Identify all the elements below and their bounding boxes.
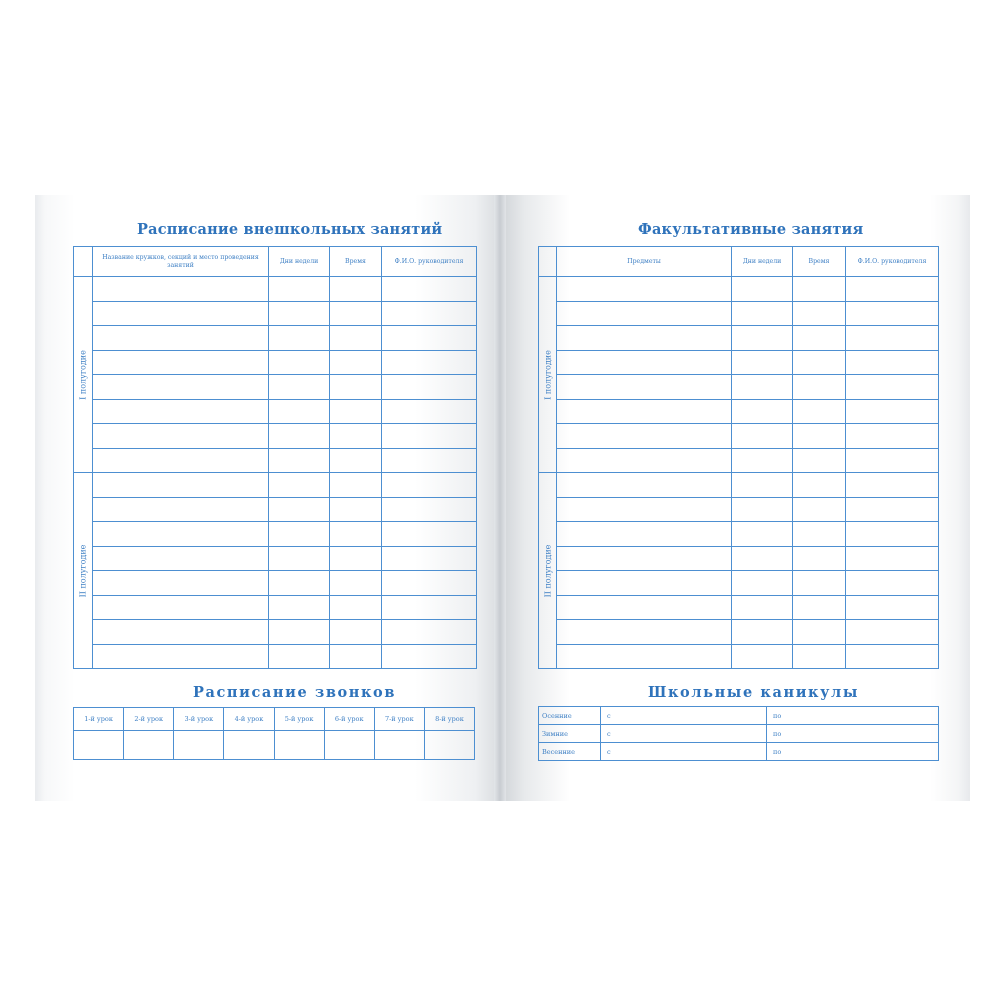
- first-half-label: I полугодие: [78, 349, 88, 400]
- table-cell[interactable]: [557, 595, 732, 620]
- table-row: [74, 620, 477, 645]
- table-cell[interactable]: [330, 644, 382, 669]
- table-cell[interactable]: [557, 326, 732, 351]
- table-cell[interactable]: [732, 424, 793, 449]
- table-row: [539, 326, 939, 351]
- table-cell[interactable]: [382, 522, 477, 547]
- table-cell[interactable]: [93, 571, 269, 596]
- table-cell[interactable]: [846, 375, 939, 400]
- table-cell[interactable]: [732, 571, 793, 596]
- bell-3: 3-й урок: [174, 708, 224, 731]
- extracurricular-title: Расписание внешкольных занятий: [137, 221, 443, 238]
- table-row: [539, 448, 939, 473]
- table-row: [74, 375, 477, 400]
- table-cell[interactable]: [382, 620, 477, 645]
- table-cell[interactable]: [382, 473, 477, 498]
- second-half-label-cell: [74, 473, 93, 669]
- table-row: [539, 595, 939, 620]
- table-cell[interactable]: [793, 424, 846, 449]
- table-cell[interactable]: [330, 424, 382, 449]
- bells-title: Расписание звонков: [193, 684, 396, 701]
- table-row: [74, 350, 477, 375]
- table-cell[interactable]: [557, 473, 732, 498]
- holiday-row: [539, 743, 939, 761]
- table-cell[interactable]: [793, 350, 846, 375]
- bell-time-cell[interactable]: [224, 731, 274, 760]
- table-cell[interactable]: [382, 277, 477, 302]
- table-cell[interactable]: [269, 399, 330, 424]
- table-row: [539, 473, 939, 498]
- table-cell[interactable]: [330, 522, 382, 547]
- table-cell[interactable]: [93, 375, 269, 400]
- table-cell[interactable]: [846, 571, 939, 596]
- table-cell[interactable]: [330, 375, 382, 400]
- table-header: [539, 247, 939, 277]
- column-header-subjects: Предметы: [557, 247, 732, 277]
- table-cell[interactable]: [846, 497, 939, 522]
- table-cell[interactable]: [732, 350, 793, 375]
- electives-title: Факультативные занятия: [638, 221, 864, 238]
- table-cell[interactable]: [269, 620, 330, 645]
- table-cell[interactable]: [382, 375, 477, 400]
- table-cell[interactable]: [382, 399, 477, 424]
- table-cell[interactable]: [93, 644, 269, 669]
- bell-8: 8-й урок: [424, 708, 474, 731]
- bell-5: 5-й урок: [274, 708, 324, 731]
- table-cell[interactable]: [732, 326, 793, 351]
- first-half-label-cell: [539, 277, 557, 473]
- table-row: [74, 277, 477, 302]
- table-cell[interactable]: [557, 350, 732, 375]
- first-half-label: I полугодие: [543, 349, 552, 400]
- table-cell[interactable]: [93, 399, 269, 424]
- table-row: [74, 301, 477, 326]
- table-cell[interactable]: [93, 522, 269, 547]
- holiday-season: Осенние: [539, 707, 601, 725]
- column-header-leader: Ф.И.О. руководителя: [382, 247, 477, 277]
- half-column-header: [74, 247, 93, 277]
- table-cell[interactable]: [382, 301, 477, 326]
- table-row: [74, 522, 477, 547]
- table-cell[interactable]: [93, 546, 269, 571]
- holiday-to[interactable]: по: [767, 725, 939, 743]
- table-row: [539, 399, 939, 424]
- table-cell[interactable]: [793, 644, 846, 669]
- table-cell[interactable]: [269, 301, 330, 326]
- table-cell[interactable]: [846, 301, 939, 326]
- table-cell[interactable]: [93, 497, 269, 522]
- table-row: [539, 546, 939, 571]
- table-cell[interactable]: [93, 326, 269, 351]
- table-cell[interactable]: [846, 350, 939, 375]
- table-cell[interactable]: [382, 644, 477, 669]
- table-cell[interactable]: [269, 497, 330, 522]
- table-row: [539, 301, 939, 326]
- table-cell[interactable]: [382, 350, 477, 375]
- table-cell[interactable]: [557, 424, 732, 449]
- table-cell[interactable]: [330, 277, 382, 302]
- table-row: [539, 497, 939, 522]
- table-cell[interactable]: [793, 277, 846, 302]
- bell-1: 1-й урок: [74, 708, 124, 731]
- table-cell[interactable]: [269, 522, 330, 547]
- table-cell[interactable]: [330, 326, 382, 351]
- table-row: [74, 497, 477, 522]
- table-cell[interactable]: [732, 595, 793, 620]
- table-cell[interactable]: [557, 571, 732, 596]
- table-cell[interactable]: [330, 497, 382, 522]
- bell-time-cell[interactable]: [324, 731, 374, 760]
- table-cell[interactable]: [557, 644, 732, 669]
- table-cell[interactable]: [330, 350, 382, 375]
- table-cell[interactable]: [330, 571, 382, 596]
- column-header-leader: Ф.И.О. руководителя: [846, 247, 939, 277]
- table-row: [539, 571, 939, 596]
- table-cell[interactable]: [330, 448, 382, 473]
- table-cell[interactable]: [846, 277, 939, 302]
- table-cell[interactable]: [269, 424, 330, 449]
- table-cell[interactable]: [330, 546, 382, 571]
- electives-table: [538, 246, 939, 669]
- holidays-table: [538, 706, 939, 761]
- table-cell[interactable]: [732, 522, 793, 547]
- table-cell[interactable]: [846, 424, 939, 449]
- table-cell[interactable]: [732, 473, 793, 498]
- table-cell[interactable]: [269, 350, 330, 375]
- table-cell[interactable]: [846, 595, 939, 620]
- table-cell[interactable]: [269, 571, 330, 596]
- table-row: [74, 546, 477, 571]
- table-cell[interactable]: [382, 595, 477, 620]
- table-row: [539, 522, 939, 547]
- bells-table: [73, 707, 475, 760]
- table-cell[interactable]: [557, 522, 732, 547]
- table-cell[interactable]: [269, 375, 330, 400]
- holiday-from[interactable]: с: [601, 707, 767, 725]
- column-header-days: Дни недели: [269, 247, 330, 277]
- half-column-header: [539, 247, 557, 277]
- second-half-label-cell: [539, 473, 557, 669]
- table-cell[interactable]: [793, 448, 846, 473]
- table-row: [539, 620, 939, 645]
- table-cell[interactable]: [330, 301, 382, 326]
- table-row: [74, 473, 477, 498]
- bell-time-cell[interactable]: [274, 731, 324, 760]
- table-cell[interactable]: [557, 620, 732, 645]
- table-cell[interactable]: [846, 326, 939, 351]
- holiday-from[interactable]: с: [601, 743, 767, 761]
- table-cell[interactable]: [269, 448, 330, 473]
- bell-2: 2-й урок: [124, 708, 174, 731]
- table-cell[interactable]: [793, 522, 846, 547]
- table-cell[interactable]: [732, 546, 793, 571]
- holiday-to[interactable]: по: [767, 707, 939, 725]
- table-cell[interactable]: [382, 424, 477, 449]
- table-cell[interactable]: [93, 277, 269, 302]
- table-cell[interactable]: [269, 473, 330, 498]
- table-cell[interactable]: [269, 644, 330, 669]
- holiday-to[interactable]: по: [767, 743, 939, 761]
- table-cell[interactable]: [793, 399, 846, 424]
- table-header: [74, 247, 477, 277]
- table-cell[interactable]: [557, 399, 732, 424]
- table-cell[interactable]: [793, 546, 846, 571]
- table-cell[interactable]: [382, 497, 477, 522]
- table-row: [74, 399, 477, 424]
- table-cell[interactable]: [557, 301, 732, 326]
- table-cell[interactable]: [330, 595, 382, 620]
- table-cell[interactable]: [93, 620, 269, 645]
- bell-time-cell[interactable]: [74, 731, 124, 760]
- column-header-days: Дни недели: [732, 247, 793, 277]
- table-cell[interactable]: [732, 620, 793, 645]
- table-cell[interactable]: [846, 448, 939, 473]
- table-cell[interactable]: [793, 571, 846, 596]
- table-row: [74, 326, 477, 351]
- table-row: [74, 424, 477, 449]
- table-cell[interactable]: [732, 375, 793, 400]
- table-cell[interactable]: [793, 301, 846, 326]
- holidays-title: Школьные каникулы: [648, 684, 859, 701]
- table-row: [74, 448, 477, 473]
- table-cell[interactable]: [382, 546, 477, 571]
- table-cell[interactable]: [557, 277, 732, 302]
- column-header-clubs: Название кружков, секций и место проведения занятий: [93, 247, 269, 277]
- table-cell[interactable]: [732, 448, 793, 473]
- table-cell[interactable]: [557, 375, 732, 400]
- table-cell[interactable]: [846, 644, 939, 669]
- table-cell[interactable]: [330, 620, 382, 645]
- bell-6: 6-й урок: [324, 708, 374, 731]
- table-row: [74, 595, 477, 620]
- table-cell[interactable]: [93, 473, 269, 498]
- holiday-season: Зимние: [539, 725, 601, 743]
- table-cell[interactable]: [793, 595, 846, 620]
- table-row: [539, 277, 939, 302]
- column-header-time: Время: [330, 247, 382, 277]
- table-cell[interactable]: [557, 448, 732, 473]
- table-cell[interactable]: [382, 326, 477, 351]
- table-cell[interactable]: [846, 546, 939, 571]
- bell-time-cell[interactable]: [424, 731, 474, 760]
- table-cell[interactable]: [793, 375, 846, 400]
- bell-7: 7-й урок: [374, 708, 424, 731]
- table-cell[interactable]: [269, 326, 330, 351]
- holiday-season: Весенние: [539, 743, 601, 761]
- holiday-row: [539, 707, 939, 725]
- table-row: [539, 375, 939, 400]
- table-cell[interactable]: [93, 350, 269, 375]
- notebook-spine: [494, 195, 506, 801]
- table-cell[interactable]: [269, 595, 330, 620]
- table-cell[interactable]: [732, 301, 793, 326]
- table-cell[interactable]: [793, 497, 846, 522]
- table-cell[interactable]: [269, 277, 330, 302]
- table-cell[interactable]: [269, 546, 330, 571]
- table-row: [539, 350, 939, 375]
- table-cell[interactable]: [793, 620, 846, 645]
- table-cell[interactable]: [557, 497, 732, 522]
- holiday-row: [539, 725, 939, 743]
- table-cell[interactable]: [732, 277, 793, 302]
- table-cell[interactable]: [793, 473, 846, 498]
- bell-time-cell[interactable]: [124, 731, 174, 760]
- table-cell[interactable]: [732, 497, 793, 522]
- second-half-label: II полугодие: [543, 544, 552, 597]
- table-cell[interactable]: [846, 473, 939, 498]
- table-row: [74, 644, 477, 669]
- table-cell[interactable]: [330, 399, 382, 424]
- table-cell[interactable]: [330, 473, 382, 498]
- table-cell[interactable]: [93, 448, 269, 473]
- table-cell[interactable]: [382, 571, 477, 596]
- bell-time-cell[interactable]: [174, 731, 224, 760]
- bell-time-cell[interactable]: [374, 731, 424, 760]
- bell-4: 4-й урок: [224, 708, 274, 731]
- extracurricular-table: [73, 246, 477, 669]
- table-cell[interactable]: [846, 620, 939, 645]
- table-cell[interactable]: [732, 644, 793, 669]
- table-cell[interactable]: [93, 595, 269, 620]
- column-header-time: Время: [793, 247, 846, 277]
- second-half-label: II полугодие: [78, 544, 88, 597]
- table-cell[interactable]: [846, 522, 939, 547]
- table-row: [539, 644, 939, 669]
- table-cell[interactable]: [382, 448, 477, 473]
- table-cell[interactable]: [793, 326, 846, 351]
- table-row: [74, 571, 477, 596]
- table-cell[interactable]: [93, 301, 269, 326]
- table-cell[interactable]: [557, 546, 732, 571]
- table-cell[interactable]: [732, 399, 793, 424]
- holiday-from[interactable]: с: [601, 725, 767, 743]
- table-row: [539, 424, 939, 449]
- table-cell[interactable]: [93, 424, 269, 449]
- first-half-label-cell: [74, 277, 93, 473]
- table-cell[interactable]: [846, 399, 939, 424]
